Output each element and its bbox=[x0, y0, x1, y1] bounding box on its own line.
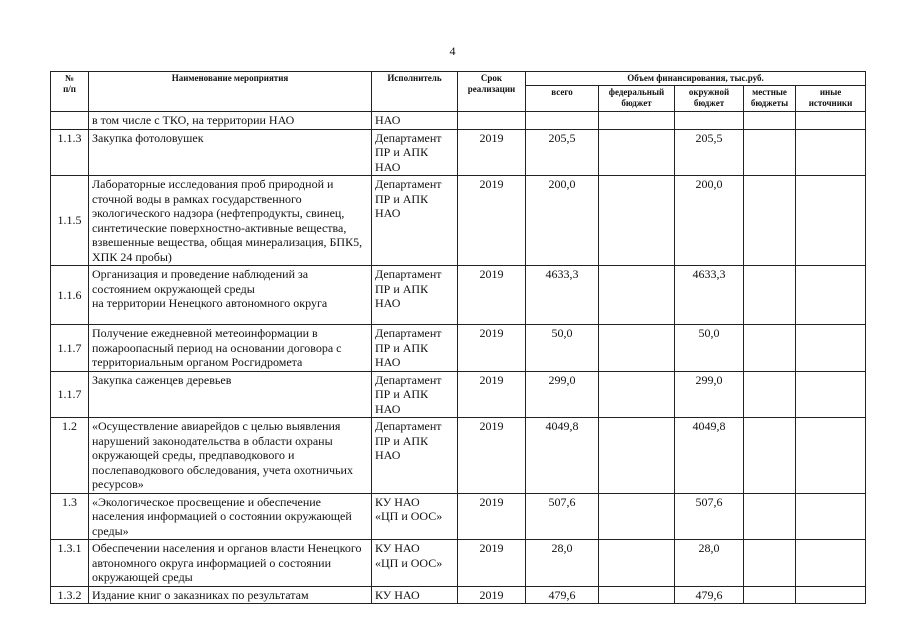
cell-local bbox=[744, 112, 796, 130]
table-row bbox=[51, 586, 866, 604]
cell-local bbox=[744, 371, 796, 418]
cell-other bbox=[796, 493, 866, 540]
cell-total: 28,0 bbox=[526, 540, 599, 587]
cell-total: 50,0 bbox=[526, 325, 599, 372]
cell-executor: Департамент ПР и АПК НАО bbox=[372, 371, 458, 418]
table-row bbox=[51, 325, 866, 372]
table-row bbox=[51, 112, 866, 130]
cell-name: Закупка фотоловушек bbox=[89, 129, 372, 176]
cell-other bbox=[796, 418, 866, 494]
cell-name: в том числе с ТКО, на территории НАО bbox=[89, 112, 372, 130]
cell-name: Организация и проведение наблюдений за состоянием окружающей среды на территории Ненецкого автономного округа bbox=[89, 266, 372, 325]
table-row bbox=[51, 176, 866, 266]
table-row bbox=[51, 493, 866, 540]
header-federal: федеральный бюджет bbox=[599, 86, 675, 112]
cell-total: 507,6 bbox=[526, 493, 599, 540]
cell-num: 1.1.3 bbox=[51, 129, 89, 176]
cell-executor: Департамент ПР и АПК НАО bbox=[372, 266, 458, 325]
cell-district: 200,0 bbox=[675, 176, 744, 266]
cell-district: 479,6 bbox=[675, 586, 744, 604]
cell-name: «Осуществление авиарейдов с целью выявления нарушений законодательства в области охраны окружающей среды, предпаводкового и послепаводкового обследования, учета охотничьих ресурсов» bbox=[89, 418, 372, 494]
cell-name: Закупка саженцев деревьев bbox=[89, 371, 372, 418]
cell-num: 1.3 bbox=[51, 493, 89, 540]
cell-year: 2019 bbox=[458, 266, 526, 325]
cell-year: 2019 bbox=[458, 371, 526, 418]
cell-executor: Департамент ПР и АПК НАО bbox=[372, 418, 458, 494]
header-executor: Исполнитель bbox=[372, 72, 458, 112]
cell-num: 1.2 bbox=[51, 418, 89, 494]
cell-num: 1.3.1 bbox=[51, 540, 89, 587]
header-other: иные источники bbox=[796, 86, 866, 112]
cell-name: Получение ежедневной метеоинформации в пожароопасный период на основании договора с территориальным органом Росгидромета bbox=[89, 325, 372, 372]
cell-federal bbox=[599, 371, 675, 418]
cell-total: 299,0 bbox=[526, 371, 599, 418]
cell-total: 205,5 bbox=[526, 129, 599, 176]
cell-local bbox=[744, 176, 796, 266]
cell-executor: КУ НАО «ЦП и ООС» bbox=[372, 540, 458, 587]
cell-local bbox=[744, 325, 796, 372]
cell-district: 299,0 bbox=[675, 371, 744, 418]
cell-year: 2019 bbox=[458, 418, 526, 494]
cell-num: 1.1.6 bbox=[51, 266, 89, 325]
header-name: Наименование мероприятия bbox=[89, 72, 372, 112]
cell-district: 507,6 bbox=[675, 493, 744, 540]
cell-district: 4049,8 bbox=[675, 418, 744, 494]
cell-federal bbox=[599, 266, 675, 325]
cell-total: 200,0 bbox=[526, 176, 599, 266]
cell-num: 1.1.5 bbox=[51, 176, 89, 266]
cell-federal bbox=[599, 325, 675, 372]
cell-name: «Экологическое просвещение и обеспечение населения информацией о состоянии окружающей среды» bbox=[89, 493, 372, 540]
cell-num: 1.3.2 bbox=[51, 586, 89, 604]
cell-federal bbox=[599, 418, 675, 494]
header-funding: Объем финансирования, тыс.руб. bbox=[526, 72, 866, 86]
cell-local bbox=[744, 129, 796, 176]
cell-year: 2019 bbox=[458, 540, 526, 587]
header-district: окружной бюджет bbox=[675, 86, 744, 112]
cell-name: Обеспечении населения и органов власти Ненецкого автономного округа информацией о состоянии окружающей среды bbox=[89, 540, 372, 587]
cell-other bbox=[796, 266, 866, 325]
cell-other bbox=[796, 112, 866, 130]
cell-local bbox=[744, 493, 796, 540]
cell-federal bbox=[599, 586, 675, 604]
cell-executor: Департамент ПР и АПК НАО bbox=[372, 325, 458, 372]
cell-federal bbox=[599, 493, 675, 540]
table-row bbox=[51, 266, 866, 325]
cell-year: 2019 bbox=[458, 129, 526, 176]
cell-num: 1.1.7 bbox=[51, 371, 89, 418]
table-header bbox=[51, 72, 866, 112]
header-num: № п/п bbox=[51, 72, 89, 112]
cell-district bbox=[675, 112, 744, 130]
cell-local bbox=[744, 586, 796, 604]
cell-other bbox=[796, 129, 866, 176]
funding-table bbox=[50, 71, 866, 604]
cell-year bbox=[458, 112, 526, 130]
cell-total: 479,6 bbox=[526, 586, 599, 604]
cell-federal bbox=[599, 176, 675, 266]
cell-total: 4633,3 bbox=[526, 266, 599, 325]
cell-district: 50,0 bbox=[675, 325, 744, 372]
cell-executor: КУ НАО «ЦП и ООС» bbox=[372, 493, 458, 540]
table-row bbox=[51, 418, 866, 494]
cell-local bbox=[744, 266, 796, 325]
table-row bbox=[51, 129, 866, 176]
cell-num bbox=[51, 112, 89, 130]
cell-local bbox=[744, 418, 796, 494]
cell-federal bbox=[599, 540, 675, 587]
cell-executor: Департамент ПР и АПК НАО bbox=[372, 176, 458, 266]
cell-year: 2019 bbox=[458, 493, 526, 540]
header-term: Срок реализации bbox=[458, 72, 526, 112]
cell-other bbox=[796, 540, 866, 587]
cell-total bbox=[526, 112, 599, 130]
cell-other bbox=[796, 586, 866, 604]
cell-name: Лабораторные исследования проб природной и сточной воды в рамках государственного экологического надзора (нефтепродукты, свинец, синтетические поверхностно-активные вещества, взвешенные вещества, общая минерализация, БПК5, ХПК 24 пробы) bbox=[89, 176, 372, 266]
cell-local bbox=[744, 540, 796, 587]
cell-name: Издание книг о заказниках по результатам bbox=[89, 586, 372, 604]
cell-year: 2019 bbox=[458, 325, 526, 372]
cell-district: 4633,3 bbox=[675, 266, 744, 325]
cell-executor: НАО bbox=[372, 112, 458, 130]
cell-district: 28,0 bbox=[675, 540, 744, 587]
cell-year: 2019 bbox=[458, 586, 526, 604]
cell-federal bbox=[599, 112, 675, 130]
cell-other bbox=[796, 371, 866, 418]
cell-num: 1.1.7 bbox=[51, 325, 89, 372]
cell-year: 2019 bbox=[458, 176, 526, 266]
header-total: всего bbox=[526, 86, 599, 112]
page-number: 4 bbox=[449, 44, 456, 58]
header-local: местные бюджеты bbox=[744, 86, 796, 112]
cell-district: 205,5 bbox=[675, 129, 744, 176]
cell-federal bbox=[599, 129, 675, 176]
cell-total: 4049,8 bbox=[526, 418, 599, 494]
cell-executor: Департамент ПР и АПК НАО bbox=[372, 129, 458, 176]
cell-executor: КУ НАО bbox=[372, 586, 458, 604]
cell-other bbox=[796, 325, 866, 372]
table-row bbox=[51, 540, 866, 587]
table-body bbox=[51, 112, 866, 604]
table-row bbox=[51, 371, 866, 418]
cell-other bbox=[796, 176, 866, 266]
